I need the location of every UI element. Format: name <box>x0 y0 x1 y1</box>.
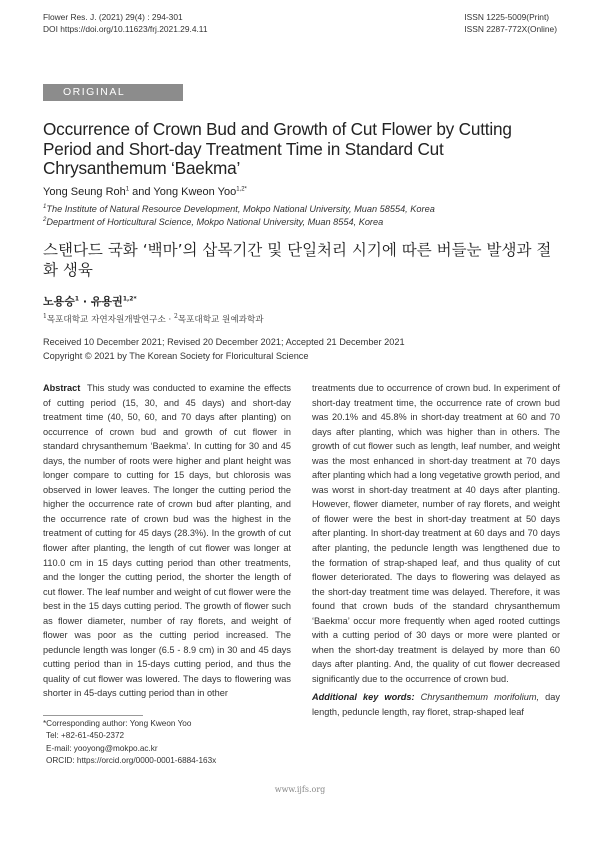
footnote-divider <box>43 715 143 716</box>
author-superscript: 1,2* <box>236 186 247 193</box>
corresponding-email[interactable]: E-mail: yooyong@mokpo.ac.kr <box>46 743 158 753</box>
article-title: Occurrence of Crown Bud and Growth of Cut Flower by Cutting Period and Short-day Treatment Time in Standard Cut Chrysanthemum ‘Baekma’ <box>43 119 512 178</box>
korean-affiliation-text: 목포대학교 원예과학과 <box>177 315 264 325</box>
abstract-column-left <box>43 381 291 701</box>
keywords <box>312 690 560 719</box>
korean-author-list <box>43 293 137 309</box>
abstract-text-left: This study was conducted to examine the effects of cutting period (15, 30, and 45 days) and short-day treatment time (40, 50, 60, and 70 days after planting) on occurrence of crown bud and growth of cut flower in standard chrysanthemum ‘Baekma’. In cutting for 30 and 45 days, the number of roots were higher and plant height was longer compare to cutting for 15 days, but chlorosis was observed in lower leaves. The longer the cutting period the higher the occurrence rate of crown bud after planting, and the occurrence rate of crown bud was the highest in the treatment of cutting for 45 days (28.3%). In the growth of cut flower after planting, the length of cut flower was longer at 110.0 cm in 15 days cutting period than other treatments, and the longer the cutting period, the shorter the length of cut flower. The leaf number and weight of cut flower were the best in the 15 days cutting period. The growth of flower such as flower diameter, number of ray florets, and weight of flower was poor as the cutting period increased. The peduncle length was longer (6.5 - 8.9 cm) in 30 and 45 days cutting period than in 15-days cutting period, and thus the quality of cut flower was lowered. The days to flowering was shorter in 45-days cutting period than in other <box>43 383 291 699</box>
affiliation-text: The Institute of Natural Resource Development, Mokpo National University, Muan 58554, Korea <box>46 204 435 214</box>
affiliation-1 <box>43 204 435 214</box>
abstract-column-right <box>312 381 560 720</box>
korean-affiliation-superscript: 2 <box>173 313 178 321</box>
abstract-text-right: treatments due to occurrence of crown bud. In experiment of short-day treatment time, the occurrence rate of crown bud was 20.1% and 45.8% in short-day treatment at 60 and 70 days after planting, which was higher than in others. The growth of cut flower such as length, leaf number, and weight was the most enhanced in short-day treatment at 70 days after planting which had a long vegetative growth period, and was worst in short-day treatment at 40 days after planting. However, flower diameter, number of ray florets, and weight of flower were the best in short-day treatment at 50 days after planting. In short-day treatment at 60 days and 70 days after planting, the peduncle length was lengthened due to the formation of strap-shaped leaf, and thus quality of cut flower deteriorated. The days to flowering was delayed as the short-day treatment time was delayed. Therefore, it was found that crown buds of the standard chrysanthemum ‘Baekma’ occur more frequently when aged rooted cuttings with a cutting period of 30 days or more were planted or when the short-day treatment is delayed by more than 60 days after planting. And, the quality of cut flower decreased significantly due to the occurrence of crown bud. <box>312 383 560 684</box>
abstract-label: Abstract <box>43 383 81 393</box>
issn-header <box>464 11 557 35</box>
korean-affiliation-text: 목포대학교 자연자원개발연구소 · <box>46 315 174 325</box>
korean-author-superscript: 1 <box>74 295 80 303</box>
article-type-banner: ORIGINAL ARTICLE <box>43 84 183 101</box>
korean-author-separator: · <box>79 295 91 308</box>
keyword-species: Chrysanthemum morifolium, <box>414 692 540 703</box>
affiliation-superscript: 2 <box>43 216 47 223</box>
author-list <box>43 186 247 198</box>
received-dates: Received 10 December 2021; Revised 20 December 2021; Accepted 21 December 2021 <box>43 337 405 347</box>
corresponding-phone: Tel: +82-61-450-2372 <box>46 731 125 741</box>
article-dates <box>43 335 405 363</box>
affiliation-text: Department of Horticultural Science, Mokpo National University, Muan 8554, Korea <box>46 217 384 227</box>
journal-header <box>43 11 208 35</box>
keyword-list: day length, peduncle length, ray floret, strap-shaped leaf <box>312 692 560 718</box>
journal-website[interactable]: www.ijfs.org <box>274 785 326 794</box>
affiliation-2 <box>43 217 383 227</box>
affiliation-superscript: 1 <box>43 203 47 210</box>
author-name: Yong Seung Roh <box>43 186 126 198</box>
korean-author-superscript: 1,2* <box>122 295 137 303</box>
korean-affiliation-superscript: 1 <box>43 313 47 321</box>
issn-print: ISSN 1225-5009(Print) <box>464 12 550 22</box>
doi-link[interactable]: DOI https://doi.org/10.11623/frj.2021.29.4.11 <box>43 24 208 34</box>
korean-author-name: 유용권 <box>90 295 123 308</box>
issn-online: ISSN 2287-772X(Online) <box>464 24 557 34</box>
corresponding-author: *Corresponding author: Yong Kweon Yoo <box>43 719 192 728</box>
corresponding-orcid[interactable]: ORCID: https://orcid.org/0000-0001-6884-163x <box>46 756 217 766</box>
korean-title: 스탠다드 국화 ‘백마’의 삽목기간 및 단일처리 시기에 따른 버들눈 발생과 절화 생육 <box>43 241 552 279</box>
copyright-line: Copyright © 2021 by The Korean Society for Floricultural Science <box>43 351 309 361</box>
korean-author-name: 노용승 <box>43 295 75 308</box>
author-name: Yong Kweon Yoo <box>153 186 237 198</box>
korean-affiliation <box>43 313 264 325</box>
journal-citation: Flower Res. J. (2021) 29(4) : 294-301 <box>43 12 183 22</box>
keywords-label: Additional key words: <box>312 692 415 703</box>
author-conjunction: and <box>129 186 154 198</box>
correspondence-footnote <box>43 718 216 768</box>
author-superscript: 1 <box>125 186 130 193</box>
